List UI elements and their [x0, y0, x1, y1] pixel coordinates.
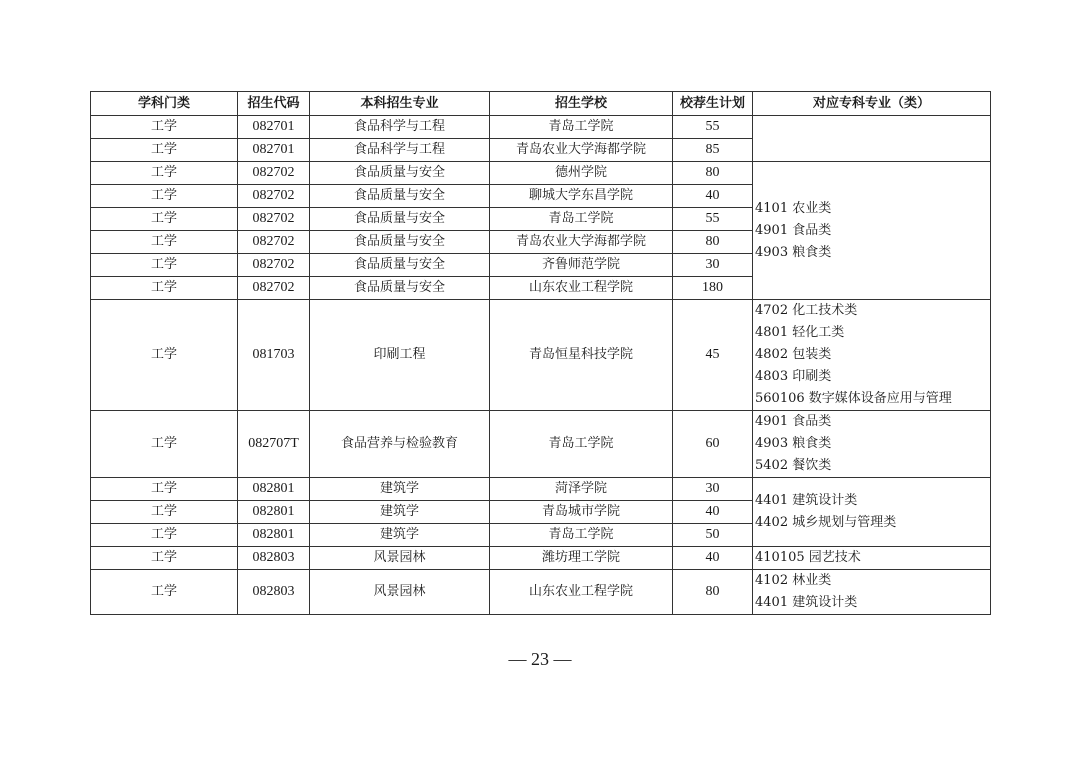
cell-code: 082801 — [238, 501, 310, 524]
cell-major: 食品质量与安全 — [310, 231, 490, 254]
cell-category: 工学 — [91, 162, 238, 185]
cell-specialty-empty — [753, 116, 991, 162]
cell-school: 青岛工学院 — [490, 208, 673, 231]
cell-plan: 40 — [673, 501, 753, 524]
cell-school: 青岛城市学院 — [490, 501, 673, 524]
specialty-line: 4901 食品类 — [755, 222, 832, 238]
header-specialty: 对应专科专业（类） — [753, 92, 991, 116]
cell-code: 082702 — [238, 208, 310, 231]
cell-plan: 180 — [673, 277, 753, 300]
cell-category: 工学 — [91, 116, 238, 139]
cell-specialty — [753, 411, 991, 478]
cell-plan: 30 — [673, 478, 753, 501]
header-school: 招生学校 — [490, 92, 673, 116]
cell-major: 食品质量与安全 — [310, 277, 490, 300]
cell-major: 风景园林 — [310, 570, 490, 615]
table-row — [91, 411, 991, 478]
cell-school: 菏泽学院 — [490, 478, 673, 501]
cell-code: 082801 — [238, 478, 310, 501]
cell-plan: 50 — [673, 524, 753, 547]
cell-code: 081703 — [238, 300, 310, 411]
cell-code: 082801 — [238, 524, 310, 547]
header-plan: 校荐生计划 — [673, 92, 753, 116]
cell-category: 工学 — [91, 300, 238, 411]
cell-code: 082803 — [238, 547, 310, 570]
cell-major: 食品质量与安全 — [310, 254, 490, 277]
specialty-line: 4903 粮食类 — [755, 244, 832, 260]
cell-specialty — [753, 478, 991, 547]
header-category: 学科门类 — [91, 92, 238, 116]
cell-plan: 80 — [673, 162, 753, 185]
cell-major: 食品科学与工程 — [310, 139, 490, 162]
cell-code: 082803 — [238, 570, 310, 615]
specialty-line: 4903 粮食类 — [755, 436, 832, 451]
table-row — [91, 570, 991, 615]
cell-school: 青岛工学院 — [490, 524, 673, 547]
cell-category: 工学 — [91, 185, 238, 208]
page-number: — 23 — — [508, 649, 572, 669]
specialty-line: 410105 园艺技术 — [755, 550, 861, 565]
cell-plan: 55 — [673, 116, 753, 139]
cell-category: 工学 — [91, 570, 238, 615]
cell-code: 082702 — [238, 254, 310, 277]
table-row — [91, 300, 991, 411]
specialty-line: 4802 包装类 — [755, 347, 832, 362]
table-row — [91, 116, 991, 139]
cell-category: 工学 — [91, 411, 238, 478]
specialty-line: 4801 轻化工类 — [755, 325, 845, 340]
cell-code: 082702 — [238, 162, 310, 185]
cell-code: 082701 — [238, 116, 310, 139]
table-row — [91, 547, 991, 570]
cell-plan: 80 — [673, 231, 753, 254]
cell-category: 工学 — [91, 524, 238, 547]
cell-major: 建筑学 — [310, 501, 490, 524]
cell-category: 工学 — [91, 254, 238, 277]
cell-major: 建筑学 — [310, 524, 490, 547]
cell-school: 山东农业工程学院 — [490, 570, 673, 615]
specialty-line: 560106 数字媒体设备应用与管理 — [755, 391, 952, 406]
cell-school: 青岛农业大学海都学院 — [490, 231, 673, 254]
cell-plan: 60 — [673, 411, 753, 478]
cell-plan: 40 — [673, 547, 753, 570]
cell-school: 德州学院 — [490, 162, 673, 185]
cell-code: 082702 — [238, 277, 310, 300]
header-major: 本科招生专业 — [310, 92, 490, 116]
cell-code: 082707T — [238, 411, 310, 478]
cell-category: 工学 — [91, 547, 238, 570]
cell-specialty — [753, 300, 991, 411]
cell-major: 食品营养与检验教育 — [310, 411, 490, 478]
cell-major: 食品科学与工程 — [310, 116, 490, 139]
cell-school: 青岛工学院 — [490, 116, 673, 139]
cell-school: 青岛恒星科技学院 — [490, 300, 673, 411]
header-code: 招生代码 — [238, 92, 310, 116]
cell-code: 082701 — [238, 139, 310, 162]
cell-plan: 40 — [673, 185, 753, 208]
cell-category: 工学 — [91, 501, 238, 524]
specialty-line: 4101 农业类 — [755, 200, 832, 216]
table-header-row — [91, 92, 991, 116]
cell-school: 聊城大学东昌学院 — [490, 185, 673, 208]
table-row — [91, 162, 991, 185]
cell-plan: 55 — [673, 208, 753, 231]
specialty-line: 4803 印刷类 — [755, 369, 832, 384]
cell-school: 青岛工学院 — [490, 411, 673, 478]
cell-category: 工学 — [91, 478, 238, 501]
cell-school: 山东农业工程学院 — [490, 277, 673, 300]
cell-plan: 30 — [673, 254, 753, 277]
cell-major: 印刷工程 — [310, 300, 490, 411]
specialty-line: 4702 化工技术类 — [755, 303, 858, 318]
cell-category: 工学 — [91, 139, 238, 162]
cell-category: 工学 — [91, 208, 238, 231]
cell-school: 青岛农业大学海都学院 — [490, 139, 673, 162]
cell-category: 工学 — [91, 231, 238, 254]
cell-code: 082702 — [238, 185, 310, 208]
specialty-line: 4402 城乡规划与管理类 — [755, 515, 897, 530]
admission-table — [90, 91, 991, 615]
cell-category: 工学 — [91, 277, 238, 300]
cell-major: 风景园林 — [310, 547, 490, 570]
specialty-line: 4401 建筑设计类 — [755, 493, 858, 508]
cell-plan: 85 — [673, 139, 753, 162]
cell-plan: 45 — [673, 300, 753, 411]
specialty-line: 4401 建筑设计类 — [755, 595, 858, 610]
specialty-line: 4102 林业类 — [755, 573, 832, 588]
cell-school: 潍坊理工学院 — [490, 547, 673, 570]
table-row — [91, 478, 991, 501]
cell-specialty — [753, 570, 991, 615]
cell-major: 食品质量与安全 — [310, 208, 490, 231]
cell-specialty — [753, 547, 991, 570]
specialty-line: 5402 餐饮类 — [755, 458, 832, 473]
cell-code: 082702 — [238, 231, 310, 254]
cell-major: 建筑学 — [310, 478, 490, 501]
cell-major: 食品质量与安全 — [310, 185, 490, 208]
specialty-line: 4901 食品类 — [755, 414, 832, 429]
cell-major: 食品质量与安全 — [310, 162, 490, 185]
cell-specialty — [753, 162, 991, 300]
cell-plan: 80 — [673, 570, 753, 615]
cell-school: 齐鲁师范学院 — [490, 254, 673, 277]
